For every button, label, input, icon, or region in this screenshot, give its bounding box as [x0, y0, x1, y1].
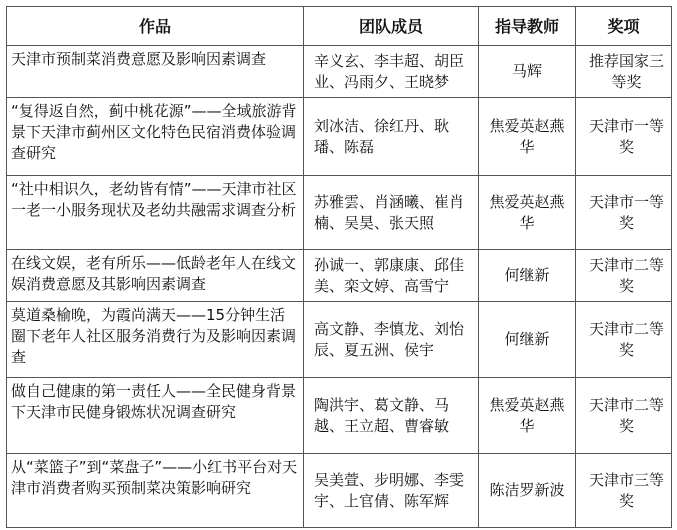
work-cell: 做自己健康的第一责任人——全民健身背景下天津市民健身锻炼状况调查研究	[7, 378, 304, 454]
advisor-cell: 何继新	[479, 250, 576, 302]
advisor-cell: 焦爱英赵燕华	[479, 378, 576, 454]
table-row	[7, 378, 672, 454]
members-cell: 高文静、李慎龙、刘怡辰、夏五洲、侯宇	[304, 302, 479, 378]
members-cell: 辛义玄、李丰超、胡臣业、冯雨夕、王晓梦	[304, 46, 479, 98]
header-advisor: 指导教师	[479, 7, 576, 46]
work-cell: “复得返自然，蓟中桃花源”——全域旅游背景下天津市蓟州区文化特色民宿消费体验调查研究	[7, 98, 304, 176]
awards-table	[6, 6, 672, 528]
members-cell: 刘冰洁、徐红丹、耿璠、陈磊	[304, 98, 479, 176]
members-cell: 吴美萱、步明娜、李雯宇、上官倩、陈军辉	[304, 454, 479, 528]
work-cell: 莫道桑榆晚，为霞尚满天——15分钟生活圈下老年人社区服务消费行为及影响因素调查	[7, 302, 304, 378]
advisor-cell: 陈洁罗新波	[479, 454, 576, 528]
advisor-cell: 马辉	[479, 46, 576, 98]
members-cell: 苏雅雲、肖涵曦、崔肖楠、吴昊、张天照	[304, 176, 479, 250]
table-row	[7, 454, 672, 528]
table-row	[7, 176, 672, 250]
header-work: 作品	[7, 7, 304, 46]
work-cell: 天津市预制菜消费意愿及影响因素调查	[7, 46, 304, 98]
header-award: 奖项	[576, 7, 672, 46]
advisor-cell: 焦爱英赵燕华	[479, 98, 576, 176]
award-cell: 天津市二等奖	[576, 378, 672, 454]
header-members: 团队成员	[304, 7, 479, 46]
award-cell: 天津市一等奖	[576, 176, 672, 250]
table-row	[7, 250, 672, 302]
award-cell: 天津市一等奖	[576, 98, 672, 176]
advisor-cell: 焦爱英赵燕华	[479, 176, 576, 250]
members-cell: 孙诚一、郭康康、邱佳美、栾文婷、高雪宁	[304, 250, 479, 302]
table-header-row	[7, 7, 672, 46]
award-cell: 天津市二等奖	[576, 250, 672, 302]
table-row	[7, 98, 672, 176]
award-cell: 天津市二等奖	[576, 302, 672, 378]
table-row	[7, 302, 672, 378]
members-cell: 陶洪宇、葛文静、马越、王立超、曹睿敏	[304, 378, 479, 454]
work-cell: 在线文娱，老有所乐——低龄老年人在线文娱消费意愿及其影响因素调查	[7, 250, 304, 302]
advisor-cell: 何继新	[479, 302, 576, 378]
award-cell: 推荐国家三等奖	[576, 46, 672, 98]
award-cell: 天津市三等奖	[576, 454, 672, 528]
table-row	[7, 46, 672, 98]
work-cell: “社中相识久，老幼皆有情”——天津市社区一老一小服务现状及老幼共融需求调查分析	[7, 176, 304, 250]
work-cell: 从“菜篮子”到“菜盘子”——小红书平台对天津市消费者购买预制菜决策影响研究	[7, 454, 304, 528]
